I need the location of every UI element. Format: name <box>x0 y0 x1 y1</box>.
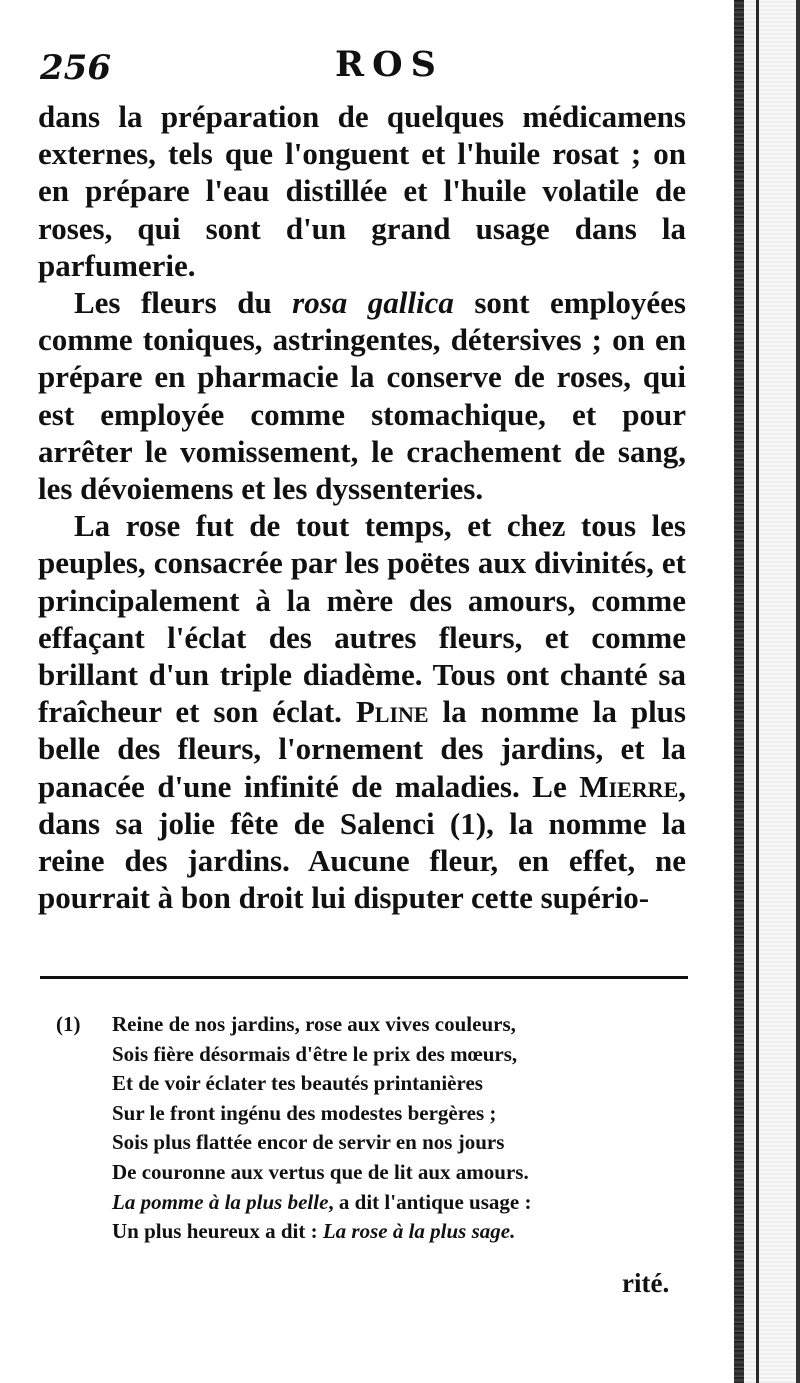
main-text <box>38 98 686 916</box>
verse-text: Un plus heureux a dit : <box>112 1219 323 1244</box>
verse-line <box>112 1188 702 1218</box>
italic-species-name: rosa gallica <box>292 285 454 321</box>
catchword: rité. <box>622 1268 670 1298</box>
verse-text: , a dit l'antique usage : <box>328 1189 532 1214</box>
verse-line <box>112 1217 702 1247</box>
verse-line: Reine de nos jardins, rose aux vives couleurs, <box>112 1012 516 1036</box>
verse-italic: La pomme à la plus belle <box>112 1189 329 1214</box>
footnote-separator-rule <box>40 976 688 979</box>
text-run: La rose fut de tout temps, et chez tous les peuples, consacrée par les poëtes aux divinités, et principalement à la mère des amours, comme effaçant l'éclat des autres fleurs, et comme brillant d'un triple diadème. Tous ont chanté sa fraîcheur et son éclat. <box>38 508 686 730</box>
verse-line: De couronne aux vertus que de lit aux amours. <box>112 1159 529 1184</box>
book-spine-shadow <box>734 0 800 1383</box>
footnote-verses <box>112 1010 702 1247</box>
spine-dark-band <box>734 0 744 1383</box>
text-run: Les fleurs du <box>74 285 293 321</box>
paragraph-continued: dans la préparation de quelques médicamens externes, tels que l'onguent et l'huile rosat ; on en prépare l'eau distillée et l'huile volatile de roses, qui sont d'un grand usage dans la parfumerie. <box>38 99 686 283</box>
verse-line: Et de voir éclater tes beautés printanières <box>112 1071 483 1096</box>
verse-line: Sois fière désormais d'être le prix des mœurs, <box>112 1041 518 1066</box>
text-run: sont employées comme toniques, astringentes, détersives ; on en prépare en pharmacie la conserve de roses, qui est employée comme stomachique, et pour arrêter le vomissement, le crachement de sang, les dévoiemens et les dyssenteries. <box>38 285 686 507</box>
spine-outer-line <box>796 0 800 1383</box>
verse-line: Sur le front ingénu des modestes bergères ; <box>112 1100 497 1125</box>
text-run: , dans sa jolie fête de Salenci (1), la nomme la reine des jardins. Aucune fleur, en effet, ne pourrait à bon droit lui disputer cette supério- <box>38 768 686 916</box>
paragraph-rose-history <box>38 507 686 916</box>
spine-edge-line <box>756 0 759 1383</box>
running-head: ROS <box>335 44 444 85</box>
paragraph-rosa-gallica <box>38 284 686 507</box>
footnote-marker: (1) <box>56 1012 81 1036</box>
verse-italic: La rose à la plus sage. <box>322 1219 516 1244</box>
author-name-mierre: Mierre <box>579 768 679 804</box>
text-run: la nomme la plus belle des fleurs, l'ornement des jardins, et la panacée d'une infinité de maladies. Le <box>38 694 686 804</box>
page-header <box>40 40 690 92</box>
verse-line: Sois plus flattée encor de servir en nos jours <box>112 1130 505 1155</box>
page-number: 256 <box>40 48 111 88</box>
author-name-pline: Pline <box>355 694 429 730</box>
